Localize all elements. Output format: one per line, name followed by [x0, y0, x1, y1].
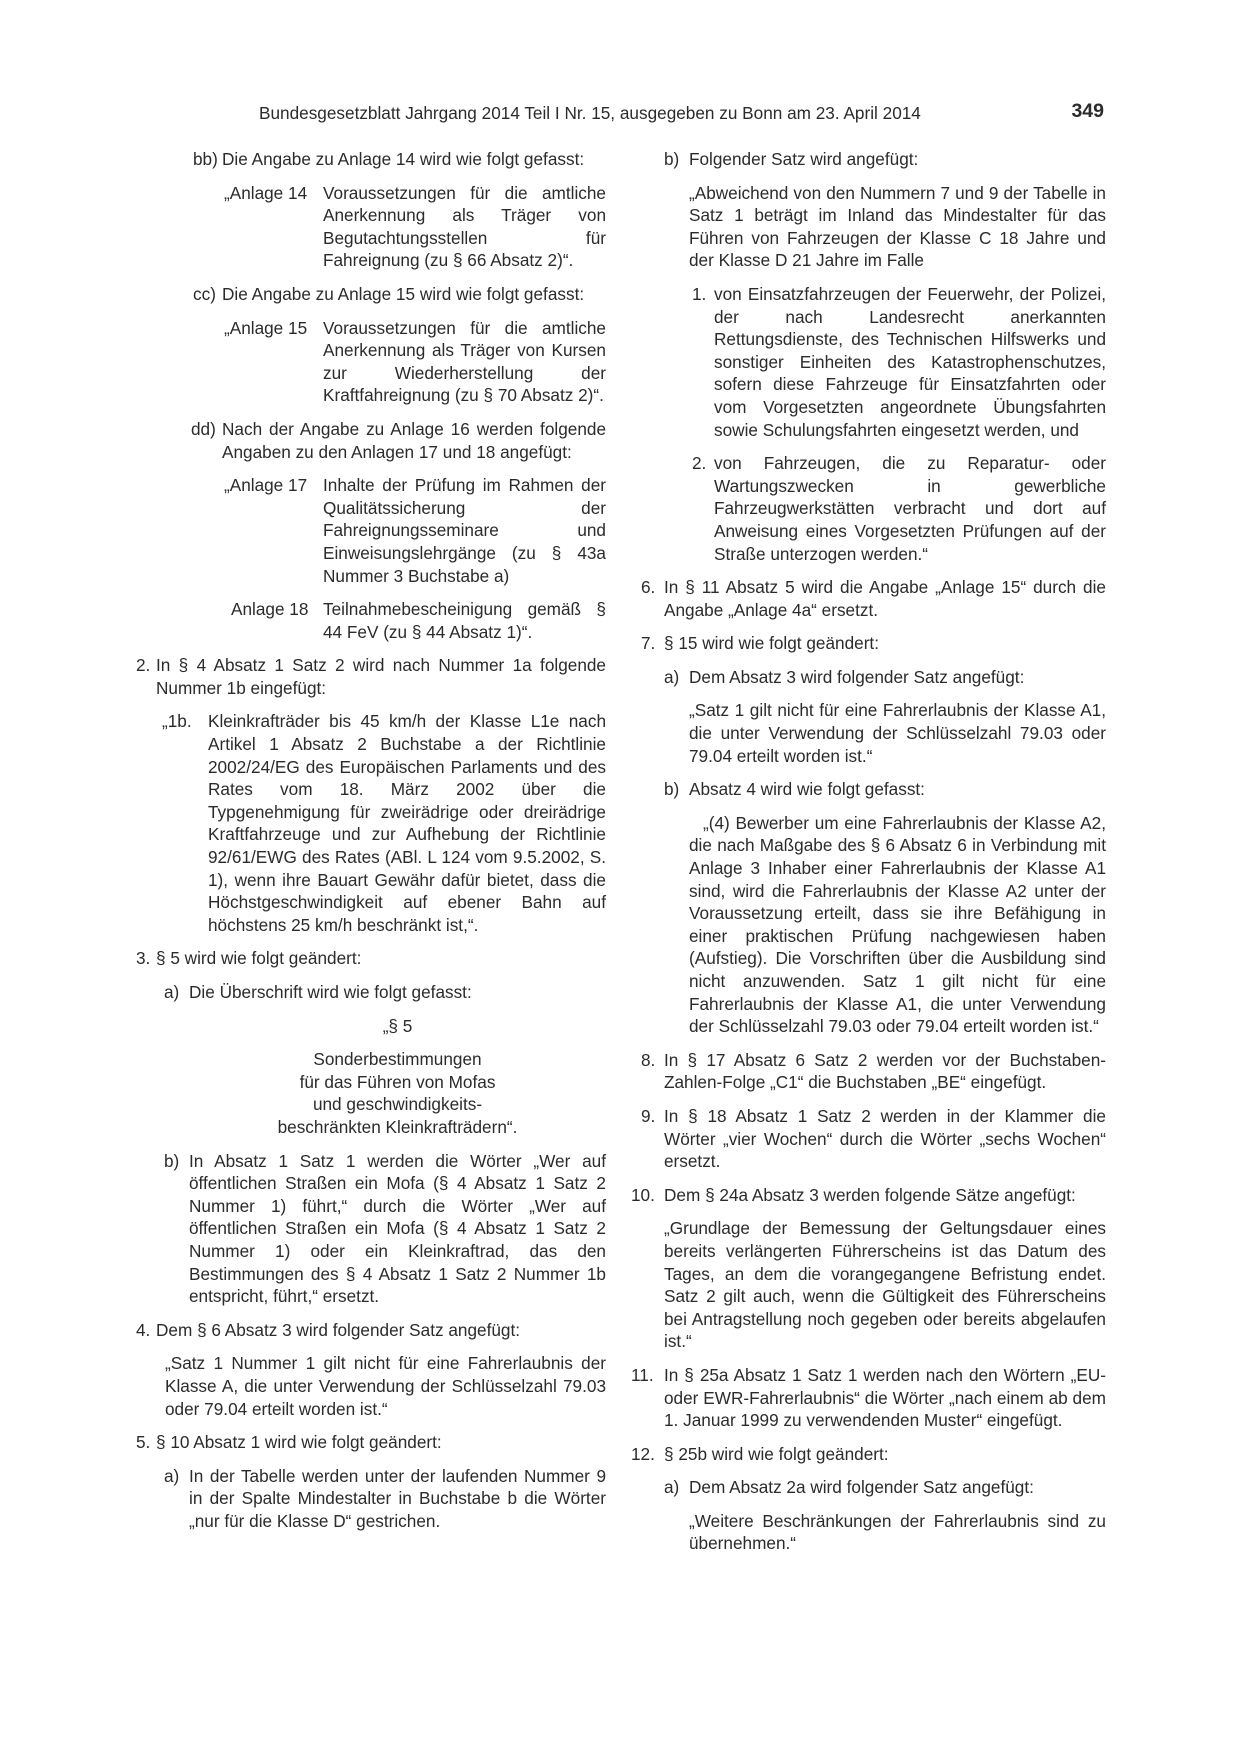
- item-3b: [136, 1150, 606, 1308]
- item-number: a): [164, 982, 180, 1002]
- quote-text: „Satz 1 gilt nicht für eine Fahrerlaubnis der Klasse A1, die unter Verwendung der Schlüsselzahl 79.03 oder 79.04 erteilt worden ist.“: [689, 700, 1106, 766]
- item-number: 11.: [631, 1364, 654, 1385]
- item-number: 8.: [641, 1049, 656, 1070]
- anlage-text: Inhalte der Prüfung im Rahmen der Qualitätssicherung der Fahreignungsseminare und Einweisungslehrgänge (zu § 43a Nummer 3 Buchstabe a): [323, 475, 606, 586]
- item-7b: [636, 778, 1106, 801]
- item-6: [636, 576, 1106, 621]
- anlage-name: „Anlage 14: [224, 182, 308, 203]
- item-7: [636, 632, 1106, 655]
- anlage-name: Anlage 18: [231, 599, 309, 620]
- running-header: Bundesgesetzblatt Jahrgang 2014 Teil I Nr. 15, ausgegeben zu Bonn am 23. April 2014: [259, 103, 921, 123]
- quote-text: „Satz 1 Nummer 1 gilt nicht für eine Fahrerlaubnis der Klasse A, die unter Verwendung der Schlüsselzahl 79.03 oder 79.04 erteilt worden ist.“: [165, 1353, 606, 1419]
- item-text: In § 25a Absatz 1 Satz 1 werden nach den Wörtern „EU- oder EWR-Fahrerlaubnis“ die Wörter „nach einem ab dem 1. Januar 1999 zu verwendenden Muster“ eingefügt.: [664, 1364, 1106, 1431]
- item-4: [136, 1319, 606, 1342]
- item-number: 9.: [641, 1105, 656, 1126]
- item-text: Folgender Satz wird angefügt:: [689, 149, 919, 169]
- item-number: 3.: [136, 948, 151, 969]
- anlage-text: Voraussetzungen für die amtliche Anerkennung als Träger von Kursen zur Wiederherstellung der Kraftfahreignung (zu § 70 Absatz 2)“.: [323, 317, 606, 406]
- item-number: 10.: [631, 1184, 655, 1205]
- item-number: b): [164, 1150, 180, 1171]
- item-number: 1.: [692, 283, 707, 304]
- item-12: [631, 1443, 1106, 1466]
- item-number: „1b.: [162, 711, 192, 732]
- item-5: [136, 1431, 606, 1454]
- section-heading-line: Sonderbestimmungen: [313, 1049, 482, 1070]
- section-5-heading: [136, 1015, 606, 1139]
- item-2: [136, 654, 606, 699]
- item-12a: [636, 1476, 1106, 1499]
- anlage-14-entry: [136, 182, 606, 272]
- item-text: In § 4 Absatz 1 Satz 2 wird nach Nummer 1a folgende Nummer 1b eingefügt:: [156, 655, 606, 698]
- item-text: Die Angabe zu Anlage 15 wird wie folgt gefasst:: [222, 283, 585, 304]
- item-text: Dem § 24a Absatz 3 werden folgende Sätze angefügt:: [664, 1184, 1076, 1205]
- item-3: [136, 947, 606, 970]
- item-number: 2.: [136, 655, 151, 676]
- item-5a: [136, 1465, 606, 1533]
- item-number: b): [664, 149, 680, 169]
- item-text: In § 17 Absatz 6 Satz 2 werden vor der Buchstaben-Zahlen-Folge „C1“ die Buchstaben „BE“ eingefügt.: [664, 1049, 1106, 1093]
- item-5b-1: [636, 283, 1106, 441]
- anlage-text: Teilnahmebescheinigung gemäß § 44 FeV (zu § 44 Absatz 1)“.: [323, 599, 606, 642]
- item-5b-2: [636, 452, 1106, 565]
- item-number: cc): [193, 283, 216, 304]
- item-number: 5.: [136, 1432, 151, 1453]
- item-10: [631, 1184, 1106, 1207]
- item-text: In Absatz 1 Satz 1 werden die Wörter „Wer auf öffentlichen Straßen ein Mofa (§ 4 Absatz 1 Satz 2 Nummer 1) führt,“ durch die Wörter „Wer auf öffentlichen Straßen ein Mofa (§ 4 Absatz 1 Satz 2 Nummer 1) oder ein Kleinkraftrad, das den Bestimmungen des § 4 Absatz 1 Satz 2 Nummer 1b entspricht, führt,“ ersetzt.: [189, 1150, 606, 1307]
- item-9: [636, 1105, 1106, 1173]
- item-number: bb): [193, 149, 218, 169]
- item-text: Absatz 4 wird wie folgt gefasst:: [689, 779, 925, 800]
- item-dd: [136, 418, 606, 463]
- page-number: 349: [1071, 100, 1104, 122]
- item-text: Dem Absatz 3 wird folgender Satz angefügt:: [689, 666, 1025, 687]
- quote-text: „Abweichend von den Nummern 7 und 9 der Tabelle in Satz 1 beträgt im Inland das Mindestalter für das Führen von Fahrzeugen der Klasse C 18 Jahre und der Klasse D 21 Jahre im Falle: [689, 182, 1106, 271]
- item-text: In § 11 Absatz 5 wird die Angabe „Anlage 15“ durch die Angabe „Anlage 4a“ ersetzt.: [664, 577, 1106, 620]
- anlage-18-entry: [136, 598, 606, 643]
- item-7a: [636, 666, 1106, 689]
- quote-text: „Grundlage der Bemessung der Geltungsdauer eines bereits verlängerten Führerscheins ist das Datum des Tages, an dem die vorangegangene Befristung endet. Satz 2 gilt auch, wenn die Gültigkeit des Führerscheins bei Antragstellung noch gegeben oder bereits abgelaufen ist.“: [664, 1218, 1106, 1352]
- item-text: Dem Absatz 2a wird folgender Satz angefügt:: [689, 1477, 1034, 1498]
- item-8: [636, 1049, 1106, 1094]
- item-number: a): [664, 666, 680, 687]
- quote-text: „Weitere Beschränkungen der Fahrerlaubnis sind zu übernehmen.“: [689, 1510, 1106, 1554]
- item-number: 12.: [631, 1443, 655, 1464]
- section-heading-line: für das Führen von Mofas: [299, 1071, 496, 1092]
- right-column: [631, 148, 1106, 1555]
- item-text: von Einsatzfahrzeugen der Feuerwehr, der Polizei, der nach Landesrecht anerkannten Rettungsdienste, des Technischen Hilfswerks und sonstiger Einheiten des Katastrophenschutzes, sofern diese Fahrzeuge für Einsatzfahrten oder vom Vorgesetzten angeordnete Übungsfahrten sowie Schulungsfahrten eingesetzt werden, und: [714, 283, 1106, 440]
- item-bb: [136, 148, 606, 171]
- section-title: „§ 5: [382, 1015, 413, 1036]
- item-text: § 25b wird wie folgt geändert:: [664, 1443, 889, 1464]
- item-text: In der Tabelle werden unter der laufenden Nummer 9 in der Spalte Mindestalter in Buchstabe b die Wörter „nur für die Klasse D“ gestrichen.: [189, 1465, 606, 1531]
- anlage-text: Voraussetzungen für die amtliche Anerkennung als Träger von Begutachtungsstellen für Fahreignung (zu § 66 Absatz 2)“.: [323, 182, 606, 271]
- item-text: In § 18 Absatz 1 Satz 2 werden in der Klammer die Wörter „vier Wochen“ durch die Wörter „sechs Wochen“ ersetzt.: [664, 1105, 1106, 1172]
- item-11: [631, 1364, 1106, 1432]
- item-number: a): [164, 1465, 180, 1486]
- section-heading-line: und geschwindigkeits-: [312, 1094, 483, 1115]
- item-number: 6.: [641, 577, 656, 598]
- anlage-name: „Anlage 15: [224, 317, 308, 338]
- item-number: dd): [191, 418, 216, 439]
- item-text: § 10 Absatz 1 wird wie folgt geändert:: [156, 1432, 442, 1453]
- item-number: 2.: [692, 453, 707, 474]
- item-number: b): [664, 779, 680, 800]
- item-text: Die Angabe zu Anlage 14 wird wie folgt gefasst:: [222, 149, 585, 169]
- anlage-name: „Anlage 17: [224, 475, 308, 496]
- anlage-17-entry: [136, 474, 606, 587]
- anlage-15-entry: [136, 317, 606, 407]
- item-text: Dem § 6 Absatz 3 wird folgender Satz angefügt:: [156, 1319, 521, 1340]
- left-column: [136, 148, 606, 1532]
- nummer-1b: [136, 710, 606, 936]
- section-heading-line: beschränkten Kleinkrafträdern“.: [277, 1116, 518, 1137]
- item-3a: [136, 981, 606, 1004]
- item-number: 7.: [641, 633, 656, 654]
- item-number: 4.: [136, 1319, 151, 1340]
- item-5b: [636, 148, 1106, 171]
- item-text: § 5 wird wie folgt geändert:: [156, 948, 362, 969]
- item-text: Kleinkrafträder bis 45 km/h der Klasse L1e nach Artikel 1 Absatz 2 Buchstabe a der Richtlinie 2002/24/EG des Europäischen Parlaments und des Rates vom 18. März 2002 über die Typgenehmigung für zweirädrige oder dreirädrige Kraftfahrzeuge und zur Aufhebung der Richtlinie 92/61/EWG des Rates (ABl. L 124 vom 9.5.2002, S. 1), wenn ihre Bauart Gewähr dafür bietet, dass die Höchstgeschwindigkeit auf ebener Bahn auf höchstens 25 km/h beschränkt ist,“.: [208, 711, 606, 935]
- item-text: Nach der Angabe zu Anlage 16 werden folgende Angaben zu den Anlagen 17 und 18 angefügt:: [222, 418, 606, 462]
- item-cc: [136, 283, 606, 306]
- item-text: Die Überschrift wird wie folgt gefasst:: [189, 982, 472, 1002]
- item-text: § 15 wird wie folgt geändert:: [664, 633, 879, 654]
- quote-text: „(4) Bewerber um eine Fahrerlaubnis der Klasse A2, die nach Maßgabe des § 6 Absatz 6 in Verbindung mit Anlage 3 Inhaber einer Fahrerlaubnis der Klasse A1 sind, wird die Fahrerlaubnis der Klasse A2 unter der Voraussetzung erteilt, dass sie ihre Befähigung in einer praktischen Prüfung nachgewiesen haben (Aufstieg). Die Vorschriften über die Ausbildung sind nicht anzuwenden. Satz 1 gilt nicht für eine Fahrerlaubnis der Klasse A1, die unter Verwendung der Schlüsselzahl 79.03 oder 79.04 erteilt worden ist.“: [689, 812, 1106, 1037]
- item-number: a): [664, 1477, 680, 1498]
- item-text: von Fahrzeugen, die zu Reparatur- oder Wartungszwecken in gewerbliche Fahrzeugwerkstätten verbracht und dort auf Anweisung eines Vorgesetzten Prüfungen auf der Straße unterzogen werden.“: [714, 453, 1106, 564]
